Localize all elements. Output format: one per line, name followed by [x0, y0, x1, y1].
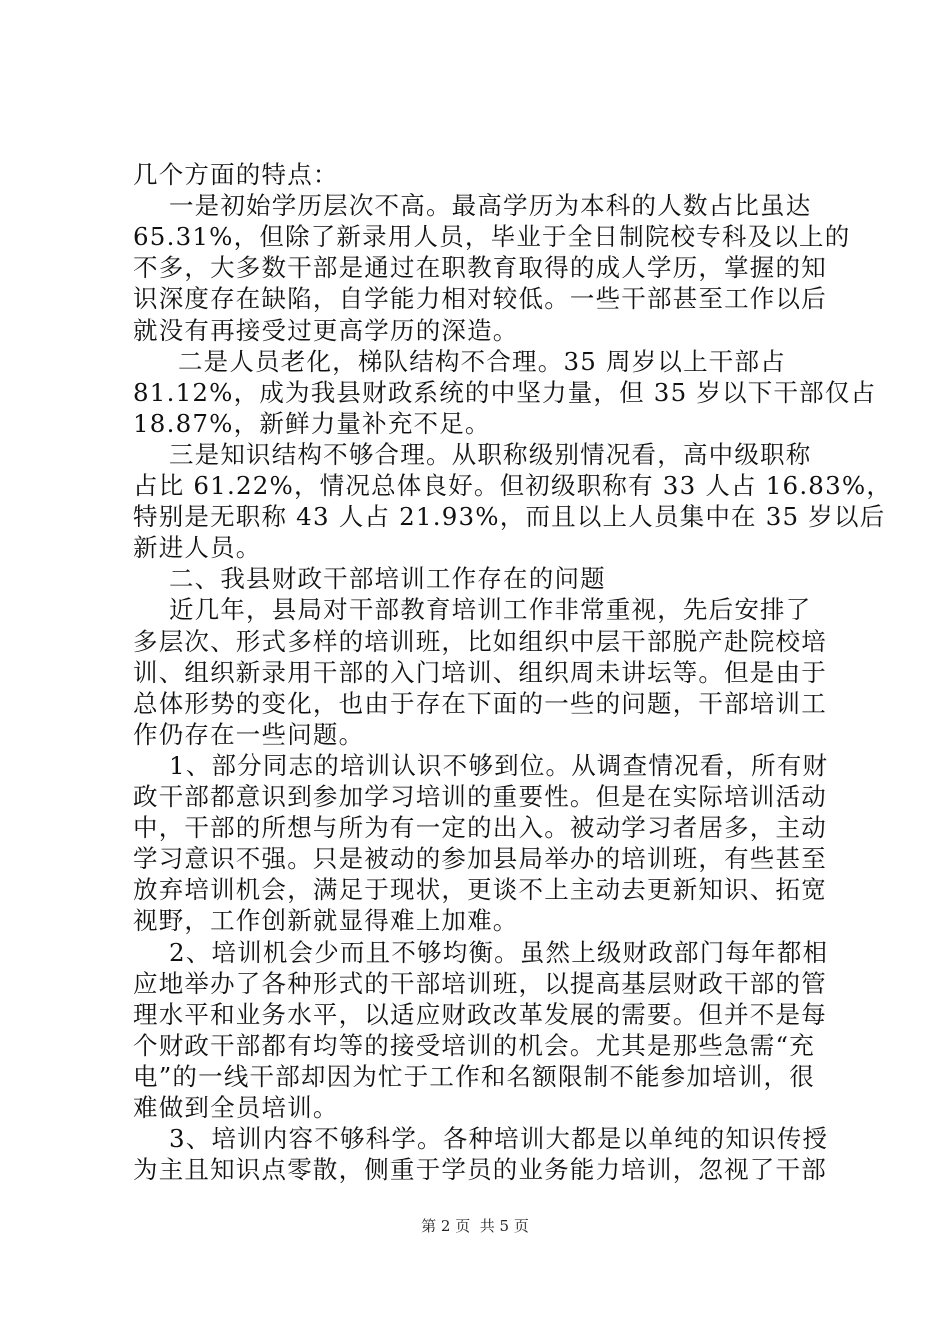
- text-line: 难做到全员培训。: [133, 1093, 339, 1122]
- text-line: 几个方面的特点：: [133, 160, 339, 189]
- text-line: 识深度存在缺陷，自学能力相对较低。一些干部甚至工作以后: [133, 284, 827, 313]
- text-line: 18.87%，新鲜力量补充不足。: [133, 409, 491, 438]
- text-line: 理水平和业务水平，以适应财政改革发展的需要。但并不是每: [133, 1000, 827, 1029]
- text-line: 1、部分同志的培训认识不够到位。从调查情况看，所有财: [133, 751, 829, 780]
- text-line: 一是初始学历层次不高。最高学历为本科的人数占比虽达: [133, 191, 812, 220]
- text-line: 二、我县财政干部培训工作存在的问题: [133, 564, 606, 593]
- text-line: 为主且知识点零散，侧重于学员的业务能力培训，忽视了干部: [133, 1155, 827, 1184]
- text-line: 政干部都意识到参加学习培训的重要性。但是在实际培训活动: [133, 782, 827, 811]
- text-line: 3、培训内容不够科学。各种培训大都是以单纯的知识传授: [133, 1124, 829, 1153]
- text-line: 个财政干部都有均等的接受培训的机会。尤其是那些急需“充: [133, 1031, 815, 1060]
- text-line: 中，干部的所想与所为有一定的出入。被动学习者居多，主动: [133, 813, 827, 842]
- text-line: 应地举办了各种形式的干部培训班，以提高基层财政干部的管: [133, 969, 827, 998]
- text-line: 放弃培训机会，满足于现状，更谈不上主动去更新知识、拓宽: [133, 875, 827, 904]
- text-line: 总体形势的变化，也由于存在下面的一些的问题，干部培训工: [133, 689, 827, 718]
- page-number-label: 第 2 页 共 5 页: [421, 1217, 529, 1235]
- text-line: 占比 61.22%，情况总体良好。但初级职称有 33 人占 16.83%，: [133, 471, 893, 500]
- text-line: 视野，工作创新就显得难上加难。: [133, 906, 519, 935]
- text-line: 训、组织新录用干部的入门培训、组织周未讲坛等。但是由于: [133, 658, 827, 687]
- text-line: 近几年，县局对干部教育培训工作非常重视，先后安排了: [133, 595, 812, 624]
- text-line: 二是人员老化，梯队结构不合理。35 周岁以上干部占: [133, 347, 786, 376]
- text-line: 2、培训机会少而且不够均衡。虽然上级财政部门每年都相: [133, 938, 829, 967]
- text-line: 81.12%，成为我县财政系统的中坚力量，但 35 岁以下干部仅占: [133, 378, 877, 407]
- text-line: 学习意识不强。只是被动的参加县局举办的培训班，有些甚至: [133, 844, 827, 873]
- page-footer: [0, 1215, 950, 1236]
- text-line: 就没有再接受过更高学历的深造。: [133, 316, 519, 345]
- text-line: 特别是无职称 43 人占 21.93%，而且以上人员集中在 35 岁以后: [133, 502, 886, 531]
- text-line: 作仍存在一些问题。: [133, 720, 365, 749]
- text-line: 新进人员。: [133, 533, 262, 562]
- text-line: 多层次、形式多样的培训班，比如组织中层干部脱产赴院校培: [133, 627, 827, 656]
- text-line: 65.31%，但除了新录用人员，毕业于全日制院校专科及以上的: [133, 222, 851, 251]
- text-line: 三是知识结构不够合理。从职称级别情况看，高中级职称: [133, 440, 812, 469]
- text-line: 不多，大多数干部是通过在职教育取得的成人学历，掌握的知: [133, 253, 827, 282]
- text-line: 电”的一线干部却因为忙于工作和名额限制不能参加培训，很: [133, 1062, 815, 1091]
